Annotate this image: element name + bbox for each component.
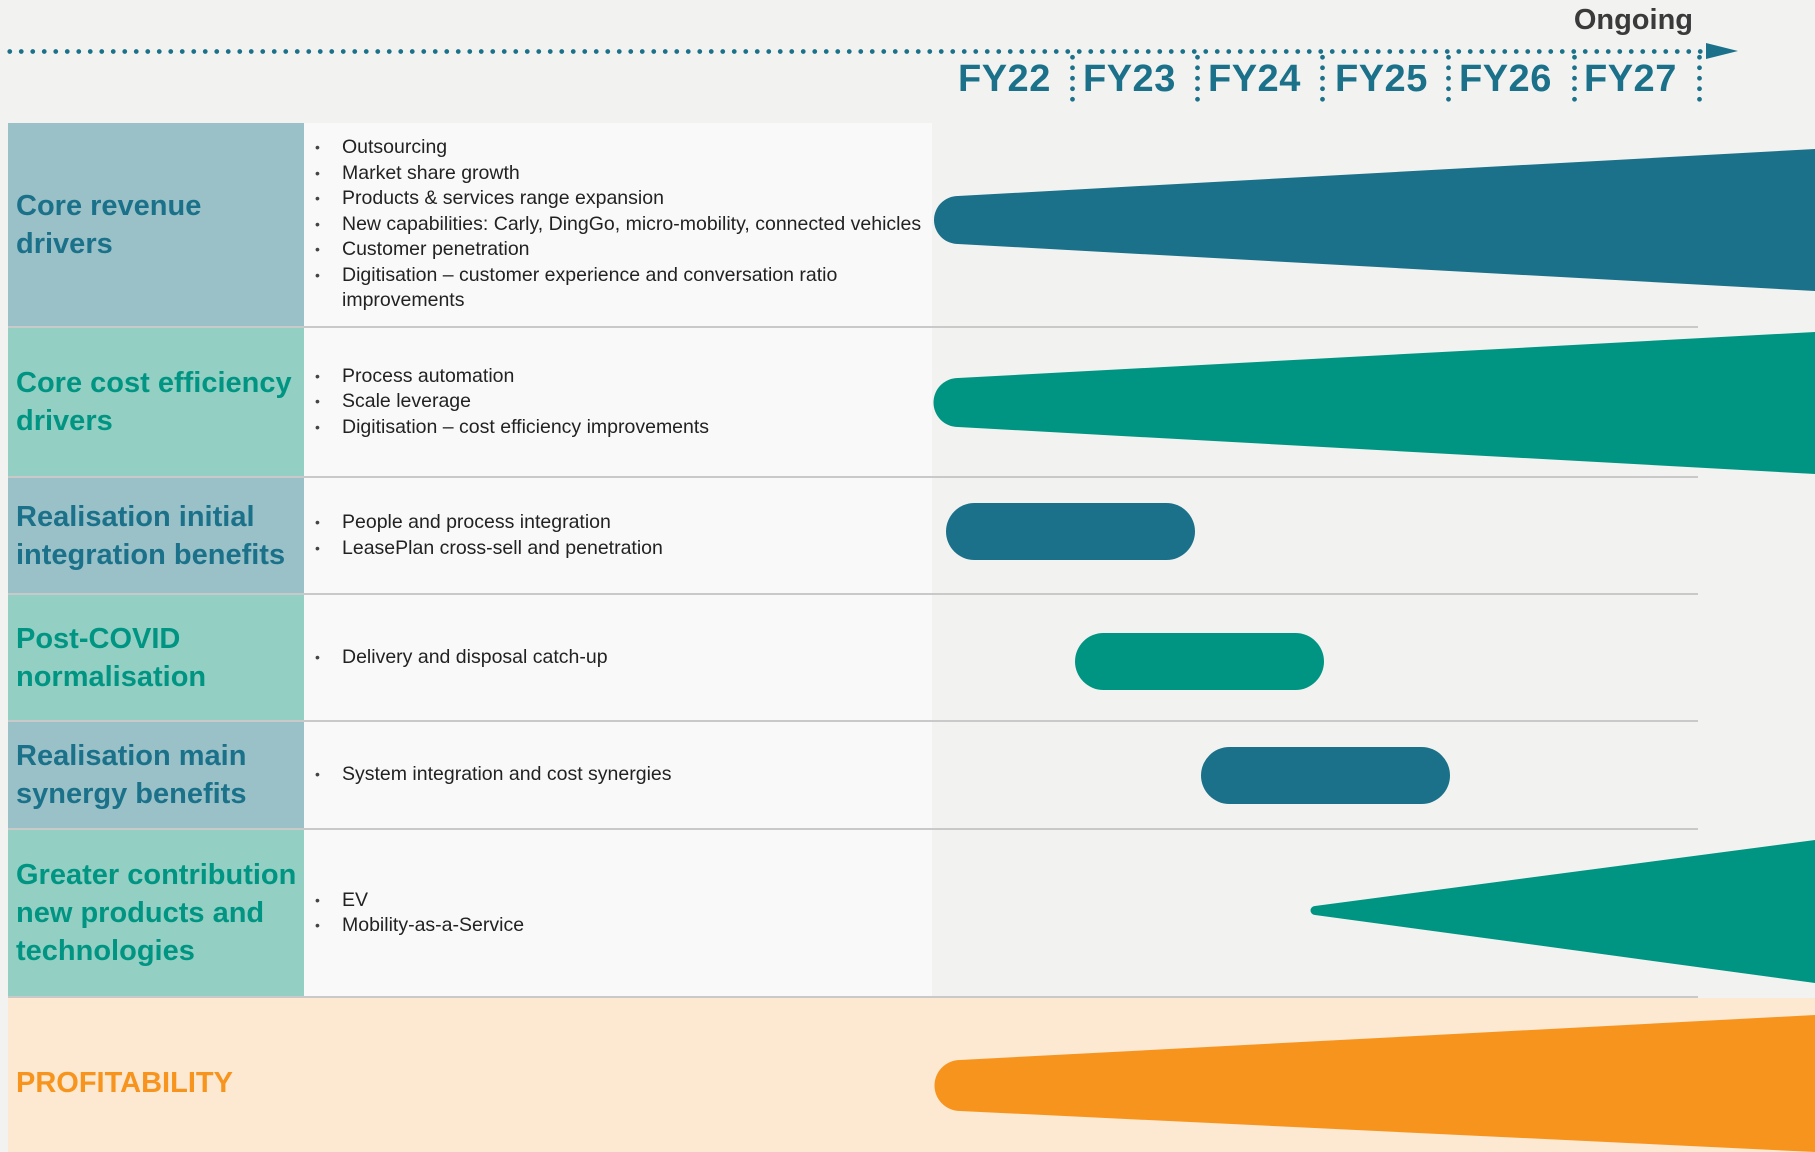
list-item: • Customer penetration (342, 237, 932, 263)
year-label-fy24: FY24 (1208, 58, 1301, 100)
list-item: • EV (342, 888, 932, 914)
row-label: Greater contribution new products and technologies (8, 830, 304, 996)
ongoing-label: Ongoing (1573, 4, 1693, 36)
new-products-wedge (1311, 840, 1815, 983)
post-covid-bar (1075, 633, 1324, 690)
year-label-fy25: FY25 (1335, 58, 1428, 100)
core-revenue-wedge (934, 149, 1815, 291)
list-item: • Products & services range expansion (342, 186, 932, 212)
main-synergy-bar (1201, 747, 1450, 804)
year-label-fy22: FY22 (958, 58, 1051, 100)
list-item: • System integration and cost synergies (342, 762, 932, 788)
profitability-label: PROFITABILITY (16, 1067, 233, 1099)
list-item: • New capabilities: Carly, DingGo, micro-mobility, connected vehicles (342, 212, 932, 238)
list-item: • People and process integration (342, 510, 932, 536)
list-item: • Market share growth (342, 161, 932, 187)
list-item: • Digitisation – cost efficiency improvements (342, 415, 932, 441)
list-item: • Outsourcing (342, 135, 932, 161)
list-item: • Process automation (342, 364, 932, 390)
row-label: Core cost efficiency drivers (8, 328, 304, 476)
row-label: Core revenue drivers (8, 123, 304, 326)
core-cost-efficiency-wedge (933, 332, 1815, 474)
list-item: • Digitisation – customer experience and conversation ratio improvements (342, 263, 862, 314)
initial-integration-bar (946, 503, 1195, 560)
row-label: Realisation main synergy benefits (8, 722, 304, 828)
profitability-wedge (935, 1015, 1815, 1152)
row-label: Post-COVID normalisation (8, 595, 304, 720)
row-label: Realisation initial integration benefits (8, 478, 304, 593)
list-item: • Delivery and disposal catch-up (342, 645, 932, 671)
list-item: • Mobility-as-a-Service (342, 913, 932, 939)
list-item: • Scale leverage (342, 389, 932, 415)
year-label-fy26: FY26 (1459, 58, 1552, 100)
year-label-fy23: FY23 (1083, 58, 1176, 100)
year-label-fy27: FY27 (1584, 58, 1677, 100)
list-item: • LeasePlan cross-sell and penetration (342, 536, 932, 562)
